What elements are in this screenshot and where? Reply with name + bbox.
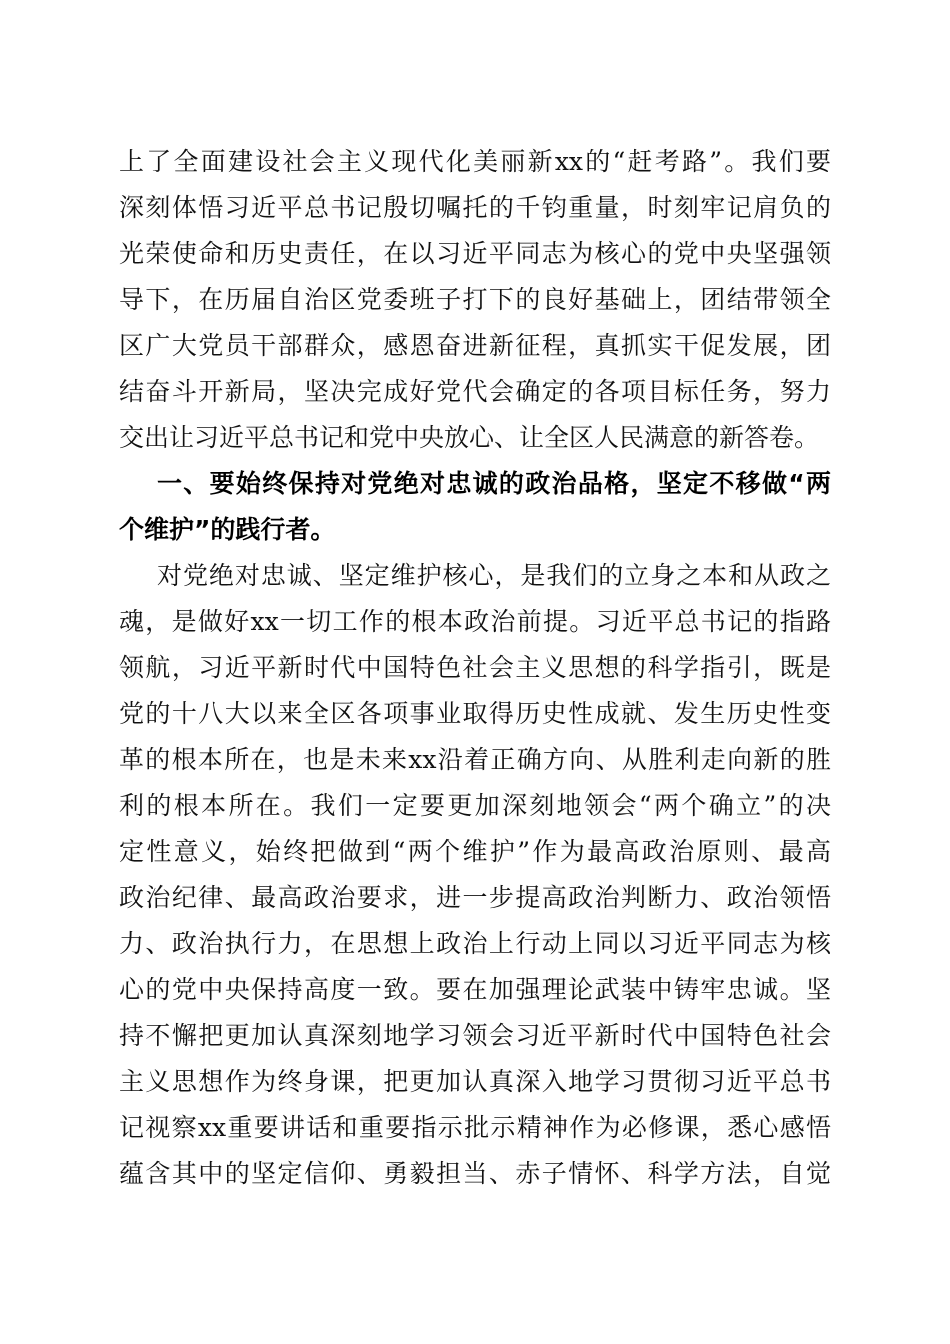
text-line: 交出让习近平总书记和党中央放心、让全区人民满意的新答卷。 — [119, 423, 820, 452]
text-line: 魂，是做好xx一切工作的根本政治前提。习近平总书记的指路 — [119, 607, 831, 636]
text-line: 政治纪律、最高政治要求，进一步提高政治判断力、政治领悟 — [119, 883, 831, 912]
text-line: 结奋斗开新局，坚决完成好党代会确定的各项目标任务，努力 — [119, 377, 831, 406]
text-line: 领航，习近平新时代中国特色社会主义思想的科学指引，既是 — [119, 653, 831, 682]
text-line: 革的根本所在，也是未来xx沿着正确方向、从胜利走向新的胜 — [119, 745, 831, 774]
text-line: 持不懈把更加认真深刻地学习领会习近平新时代中国特色社会 — [119, 1021, 831, 1050]
text-line: 上了全面建设社会主义现代化美丽新xx的“赶考路”。我们要 — [119, 147, 831, 176]
text-line: 区广大党员干部群众，感恩奋进新征程，真抓实干促发展，团 — [119, 331, 831, 360]
text-line: 定性意义，始终把做到“两个维护”作为最高政治原则、最高 — [119, 837, 831, 866]
text-line: 心的党中央保持高度一致。要在加强理论武装中铸牢忠诚。坚 — [119, 975, 831, 1004]
text-line: 对党绝对忠诚、坚定维护核心，是我们的立身之本和从政之 — [157, 561, 831, 590]
text-line: 深刻体悟习近平总书记殷切嘱托的千钧重量，时刻牢记肩负的 — [119, 193, 831, 222]
text-line: 党的十八大以来全区各项事业取得历史性成就、发生历史性变 — [119, 699, 831, 728]
text-line: 记视察xx重要讲话和重要指示批示精神作为必修课，悉心感悟 — [119, 1113, 831, 1142]
text-line: 蕴含其中的坚定信仰、勇毅担当、赤子情怀、科学方法，自觉 — [119, 1159, 831, 1188]
section-heading: 一、要始终保持对党绝对忠诚的政治品格，坚定不移做“两 — [157, 469, 831, 498]
section-heading: 个维护”的践行者。 — [119, 515, 336, 544]
text-line: 导下，在历届自治区党委班子打下的良好基础上，团结带领全 — [119, 285, 831, 314]
text-line: 利的根本所在。我们一定要更加深刻地领会“两个确立”的决 — [119, 791, 831, 820]
text-line: 力、政治执行力，在思想上政治上行动上同以习近平同志为核 — [119, 929, 831, 958]
text-line: 主义思想作为终身课，把更加认真深入地学习贯彻习近平总书 — [119, 1067, 831, 1096]
text-line: 光荣使命和历史责任，在以习近平同志为核心的党中央坚强领 — [119, 239, 831, 268]
